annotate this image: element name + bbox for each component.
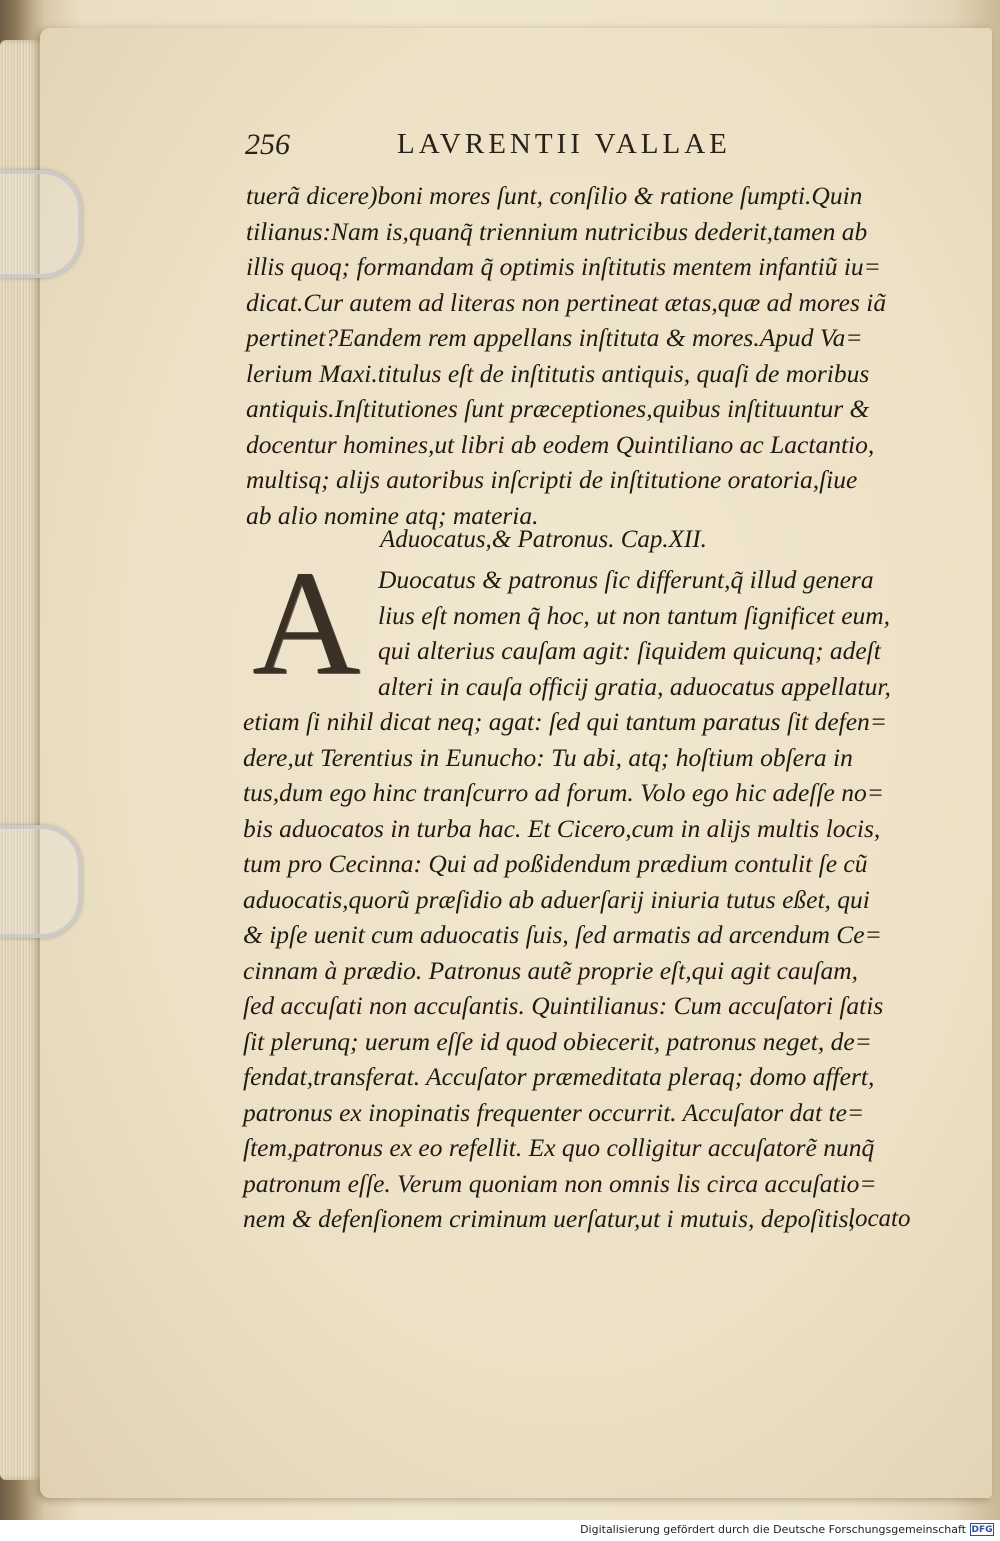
text-line: dicat.Cur autem ad literas non pertineat ætas,quæ ad mores iã [246,287,887,317]
text-line: antiquis.Inſtitutiones ſunt præceptiones,quibus inſtituuntur & [246,394,870,423]
text-line: alteri in cauſa officij gratia, aduocatus appellatur, [378,671,891,701]
chapter-heading: Aduocatus,& Patronus. Cap.XII. [380,526,707,553]
paper-clip-bottom [0,825,82,938]
text-line: cinnam à prædio. Patronus autẽ proprie eſt,qui agit cauſam, [243,955,859,985]
text-line: aduocatis,quorũ præſidio ab aduerſarij iniuria tutus eßet, qui [243,884,870,914]
text-line: patronus ex inopinatis frequenter occurrit. Accuſator dat te= [243,1097,865,1127]
paragraph-1 [246,178,914,533]
catchword: locato [848,1205,911,1232]
paragraph-2-opening [378,562,918,704]
text-line: illis quoq; formandam q̃ optimis inſtitutis mentem infantiũ iu= [246,252,881,281]
running-head: LAVRENTII VALLAE [397,128,731,160]
text-line: docentur homines,ut libri ab eodem Quintiliano ac Lactantio, [246,429,875,459]
text-line: tus,dum ego hinc tranſcurro ad forum. Volo ego hic adeſſe no= [243,778,884,807]
text-line: bis aduocatos in turba hac. Et Cicero,cum in alijs multis locis, [243,813,881,843]
text-line: tuerã dicere)boni mores ſunt, conſilio & ratione ſumpti.Quin [246,181,863,210]
text-line: patronum eſſe. Verum quoniam non omnis lis circa accuſatio= [243,1168,877,1198]
text-line: pertinet?Eandem rem appellans inſtituta & mores.Apud Va= [246,323,863,352]
text-line: tilianus:Nam is,quanq̃ triennium nutricibus dederit,tamen ab [246,216,868,246]
text-line: nem & defenſionem criminum uerſatur,ut i mutuis, depoſitis, [243,1204,855,1233]
text-line: dere,ut Terentius in Eunucho: Tu abi, atq; hoſtium obſera in [243,742,853,772]
text-line: multisq; alijs autoribus inſcripti de inſtitutione oratoria,ſiue [246,465,858,494]
text-line: fendat,transferat. Accuſator præmeditata pleraq; domo affert, [243,1062,875,1091]
text-line: ſed accuſati non accuſantis. Quintilianus: Cum accuſatori ſatis [243,991,884,1020]
text-line: etiam ſi nihil dicat neq; agat: ſed qui tantum paratus ſit defen= [243,707,888,736]
text-line: tum pro Cecinna: Qui ad poßidendum prædium contulit ſe cũ [243,849,868,878]
dfg-logo: DFG [971,1525,993,1535]
text-line: lius eſt nomen q̃ hoc, ut non tantum ſignificet eum, [378,600,891,630]
paper-clip-top [0,170,82,278]
drop-cap-initial: A [252,540,361,706]
text-line: Duocatus & patronus ſic differunt,q̃ illud genera [378,565,874,594]
footer-bar [0,1520,1000,1541]
text-line: lerium Maxi.titulus eſt de inſtitutis antiquis, quaſi de moribus [246,358,870,388]
funding-credit: Digitalisierung gefördert durch die Deutsche Forschungsgemeinschaft [580,1523,966,1536]
paragraph-2 [243,704,911,1237]
text-line: & ipſe uenit cum aduocatis ſuis, ſed armatis ad arcendum Ce= [243,920,882,949]
page-header [245,128,915,168]
text-line: ſit plerunq; uerum eſſe id quod obiecerit, patronus neget, de= [243,1026,872,1056]
text-line: ſtem,patronus ex eo refellit. Ex quo colligitur accuſatorẽ nunq̃ [243,1133,875,1162]
text-line: qui alterius cauſam agit: ſiquidem quicunq; adeſt [378,636,881,665]
text-line: ab alio nomine atq; materia. [246,500,539,530]
page-number: 256 [245,128,290,161]
